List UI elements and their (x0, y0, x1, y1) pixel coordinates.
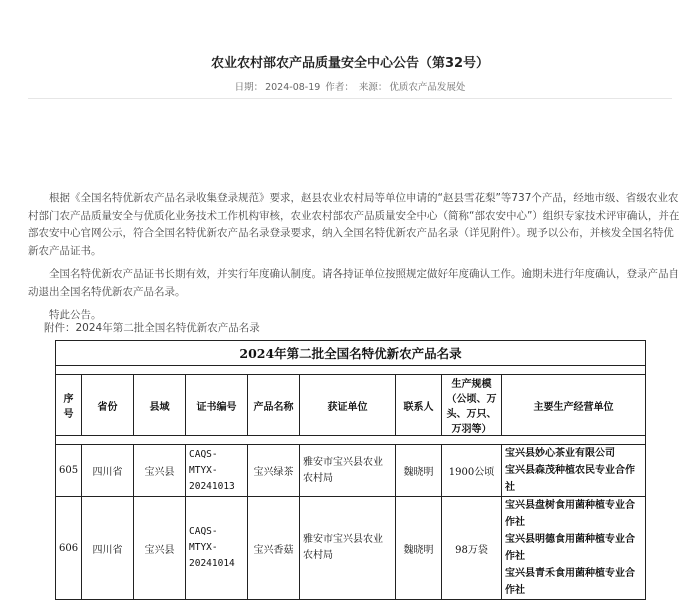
page-title: 农业农村部农产品质量安全中心公告（第32号） (210, 56, 490, 71)
cell-certified-org: 雅安市宝兴县农业农村局 (300, 445, 396, 497)
table-row (56, 445, 646, 497)
producer: 宝兴县青禾食用菌种植专业合作社 (505, 568, 635, 596)
article-body (28, 190, 680, 331)
source-label: 来源： (358, 82, 388, 93)
cell-no: 606 (56, 497, 82, 600)
article-meta (0, 79, 700, 93)
product-table (55, 340, 646, 600)
paragraph-closing: 特此公告。 (49, 309, 102, 321)
header-product: 产品名称 (248, 375, 300, 436)
cert-number: 20241014 (189, 558, 235, 569)
header-cert: 证书编号 (186, 375, 248, 436)
author-label: 作者： (325, 82, 354, 93)
cell-province: 四川省 (82, 445, 134, 497)
header-contact: 联系人 (396, 375, 442, 436)
cert-prefix: CAQS-MTYX- (189, 448, 218, 476)
cell-contact: 魏晓明 (396, 497, 442, 600)
cell-product: 宝兴香菇 (248, 497, 300, 600)
table-caption: 2024年第二批全国名特优新农产品名录 (56, 341, 646, 366)
cell-county: 宝兴县 (134, 445, 186, 497)
table-spacer (56, 436, 646, 445)
header-certified-org: 获证单位 (300, 375, 396, 436)
header-scale: 生产规模（公顷、万头、万只、万羽等） (442, 375, 502, 436)
date-value: 2024-08-19 (265, 82, 321, 93)
source-link[interactable]: 优质农产品发展处 (389, 82, 466, 93)
paragraph-validity: 全国名特优新农产品证书长期有效，并实行年度确认制度。请各持证单位按照规定做好年度确认工作。逾期未进行年度确认，登录产品自动退出全国名特优新农产品名录。 (28, 268, 679, 298)
cell-scale: 1900公顷 (442, 445, 502, 497)
table-row (56, 497, 646, 600)
cell-no: 605 (56, 445, 82, 497)
title-divider (28, 98, 672, 99)
producer: 宝兴县森茂种植农民专业合作社 (505, 465, 635, 493)
cell-producers (502, 445, 646, 497)
header-county: 县域 (134, 375, 186, 436)
table-spacer (56, 366, 646, 375)
paragraph-announcement: 根据《全国名特优新农产品名录收集登录规范》要求，赵县农业农村局等单位申请的“赵县雪花梨”等737个产品，经地市级、省级农业农村部门农产品质量安全与优质化业务技术工作机构审核，农业农村部农产品质量安全中心（简称“部农安中心”）组织专家技术评审确认，并在部农安中心官网公示，符合全国名特优新农产品名录登录要求，纳入全国名特优新农产品名录（详见附件）。现予以公布，并核发全国名特优新农产品证书。 (28, 192, 680, 257)
date-label: 日期： (234, 82, 264, 93)
cert-prefix: CAQS-MTYX- (189, 526, 218, 553)
cert-number: 20241013 (189, 480, 235, 492)
cell-cert (186, 497, 248, 600)
cell-contact: 魏晓明 (396, 445, 442, 497)
attachment-link[interactable]: 附件：2024年第二批全国名特优新农产品名录 (44, 322, 260, 334)
producer: 宝兴县盘树食用菌种植专业合作社 (505, 500, 635, 528)
cell-cert (186, 445, 248, 497)
cell-product: 宝兴绿茶 (248, 445, 300, 497)
cell-producers (502, 497, 646, 600)
header-producers: 主要生产经营单位 (502, 375, 646, 436)
cell-scale: 98万袋 (442, 497, 502, 600)
cell-county: 宝兴县 (134, 497, 186, 600)
table-header-row (56, 375, 646, 436)
header-no: 序号 (56, 375, 82, 436)
cell-certified-org: 雅安市宝兴县农业农村局 (300, 497, 396, 600)
header-province: 省份 (82, 375, 134, 436)
cell-province: 四川省 (82, 497, 134, 600)
producer: 宝兴县妙心茶业有限公司 (505, 448, 615, 459)
producer: 宝兴县明德食用菌种植专业合作社 (505, 534, 635, 562)
